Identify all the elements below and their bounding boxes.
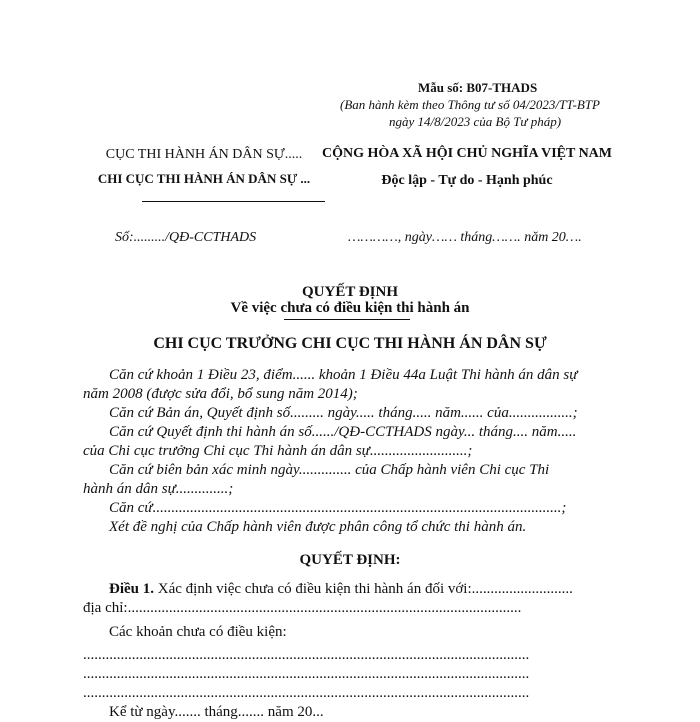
article-1-items-label: Các khoản chưa có điều kiện:: [109, 624, 287, 640]
legal-bases: [83, 366, 613, 537]
basis-1: [83, 366, 613, 404]
article-1-dotted-line-3: .......................................................................................................................: [83, 685, 530, 701]
basis-2: [83, 404, 613, 423]
basis-1-line-1: Căn cứ khoản 1 Điều 23, điểm...... khoản 1 Điều 44a Luật Thi hành án dân sự: [109, 367, 578, 383]
decision-heading: QUYẾT ĐỊNH:: [299, 552, 401, 568]
basis-3-line-1: Căn cứ Quyết định thi hành án số....../QĐ-CCTHADS ngày... tháng.... năm.....: [109, 424, 577, 440]
basis-1-line-2: năm 2008 (được sửa đổi, bổ sung năm 2014);: [83, 386, 358, 402]
decision-subject: Về việc chưa có điều kiện thi hành án: [230, 300, 470, 316]
article-1: [83, 580, 613, 722]
decision-title: QUYẾT ĐỊNH: [302, 284, 398, 300]
form-issued-line2: ngày 14/8/2023 của Bộ Tư pháp): [389, 114, 562, 129]
article-1-dotted-line-2: .......................................................................................................................: [83, 666, 530, 682]
basis-3: [83, 423, 613, 461]
article-1-text: Xác định việc chưa có điều kiện thi hành án đối với:...........................: [154, 581, 573, 597]
authority-title: CHI CỤC TRƯỞNG CHI CỤC THI HÀNH ÁN DÂN SỰ: [153, 335, 547, 352]
subject-underline: [284, 319, 410, 320]
basis-3-line-2: của Chi cục trưởng Chi cục Thi hành án dân sự..........................;: [83, 443, 473, 459]
article-1-address: địa chỉ:.........................................................................................................: [83, 600, 522, 616]
form-issued-line1: (Ban hành kèm theo Thông tư số 04/2023/TT-BTP: [340, 97, 600, 112]
article-1-from-date: Kể từ ngày....... tháng....... năm 20...: [109, 704, 324, 720]
basis-5: [83, 499, 613, 518]
basis-6: [83, 518, 613, 537]
document-date: …………, ngày…… tháng……. năm 20….: [348, 230, 582, 245]
article-1-label: Điều 1.: [109, 581, 154, 597]
article-1-line-1: [83, 580, 613, 599]
article-1-dotted-line-1: .......................................................................................................................: [83, 647, 530, 663]
agency-line2: CHI CỤC THI HÀNH ÁN DÂN SỰ ...: [97, 171, 311, 186]
basis-4-line-2: hành án dân sự..............;: [83, 481, 234, 497]
basis-4-line-1: Căn cứ biên bản xác minh ngày.............. của Chấp hành viên Chi cục Thi: [109, 462, 550, 478]
basis-6-line-1: Xét đề nghị của Chấp hành viên được phân công tổ chức thi hành án.: [109, 519, 527, 535]
basis-4: [83, 461, 613, 499]
agency-underline: [142, 201, 325, 202]
form-code: Mẫu số: B07-THADS: [418, 80, 538, 95]
nation-title: CỘNG HÒA XÃ HỘI CHỦ NGHĨA VIỆT NAM: [321, 146, 612, 161]
basis-2-line-1: Căn cứ Bản án, Quyết định số......... ngày..... tháng..... năm...... của.................;: [109, 405, 578, 421]
agency-line1: CỤC THI HÀNH ÁN DÂN SỰ.....: [105, 147, 303, 162]
document-number: Số:........./QĐ-CCTHADS: [115, 230, 257, 245]
basis-5-line-1: Căn cứ.............................................................................................................;: [109, 500, 567, 516]
motto: Độc lập - Tự do - Hạnh phúc: [381, 173, 553, 188]
